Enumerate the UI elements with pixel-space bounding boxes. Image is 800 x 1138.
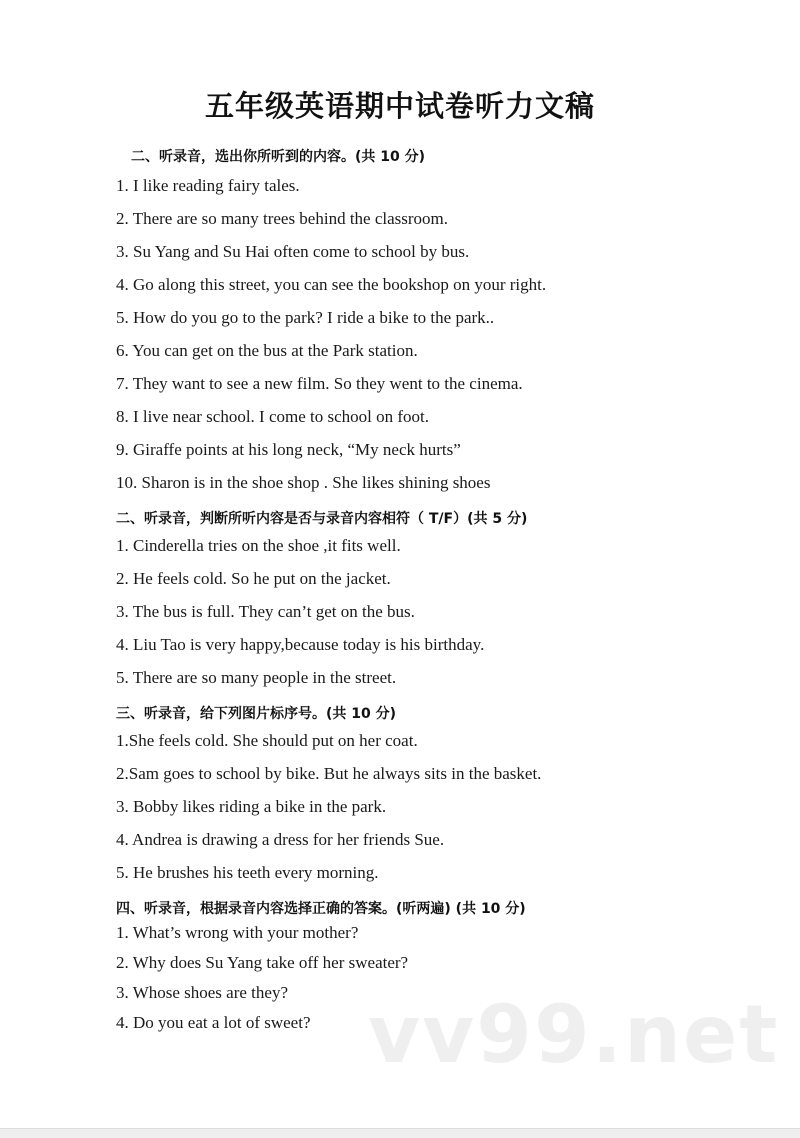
question-line: 2. There are so many trees behind the classroom.	[116, 209, 449, 228]
section-heading: 三、听录音，给下列图片标序号。(共 10 分)	[116, 706, 397, 722]
question-line: 4. Do you eat a lot of sweet?	[116, 1013, 311, 1032]
question-line: 3. The bus is full. They can’t get on the bus.	[116, 602, 415, 621]
question-line: 2. He feels cold. So he put on the jacket.	[116, 569, 391, 588]
question-line: 2.Sam goes to school by bike. But he always sits in the basket.	[116, 764, 542, 783]
question-line: 1. I like reading fairy tales.	[116, 176, 300, 195]
question-line: 1. Cinderella tries on the shoe ,it fits well.	[116, 536, 401, 555]
question-line: 1.She feels cold. She should put on her coat.	[116, 731, 418, 750]
document-title: 五年级英语期中试卷听力文稿	[204, 89, 595, 123]
question-line: 8. I live near school. I come to school on foot.	[116, 407, 430, 426]
question-line: 5. How do you go to the park? I ride a bike to the park..	[116, 308, 495, 327]
question-line: 2. Why does Su Yang take off her sweater?	[116, 953, 409, 972]
section-heading: 四、听录音，根据录音内容选择正确的答案。(听两遍) (共 10 分)	[116, 901, 526, 917]
question-line: 4. Andrea is drawing a dress for her friends Sue.	[116, 830, 445, 849]
question-line: 3. Whose shoes are they?	[116, 983, 288, 1002]
section-heading: 二、听录音，选出你所听到的内容。(共 10 分)	[131, 149, 426, 165]
question-line: 6. You can get on the bus at the Park station.	[116, 341, 418, 360]
watermark-logo: vv99.net	[368, 988, 780, 1081]
question-line: 5. There are so many people in the street.	[116, 668, 397, 687]
question-line: 7. They want to see a new film. So they went to the cinema.	[116, 374, 523, 393]
question-line: 9. Giraffe points at his long neck, “My neck hurts”	[116, 440, 461, 459]
question-line: 10. Sharon is in the shoe shop . She likes shining shoes	[116, 473, 491, 492]
question-line: 4. Liu Tao is very happy,because today is his birthday.	[116, 635, 485, 654]
question-line: 3. Su Yang and Su Hai often come to school by bus.	[116, 242, 470, 261]
question-line: 4. Go along this street, you can see the bookshop on your right.	[116, 275, 547, 294]
question-line: 5. He brushes his teeth every morning.	[116, 863, 379, 882]
section-heading: 二、听录音，判断所听内容是否与录音内容相符（ T/F）(共 5 分)	[116, 511, 528, 527]
question-line: 3. Bobby likes riding a bike in the park.	[116, 797, 387, 816]
question-line: 1. What’s wrong with your mother?	[116, 923, 359, 942]
